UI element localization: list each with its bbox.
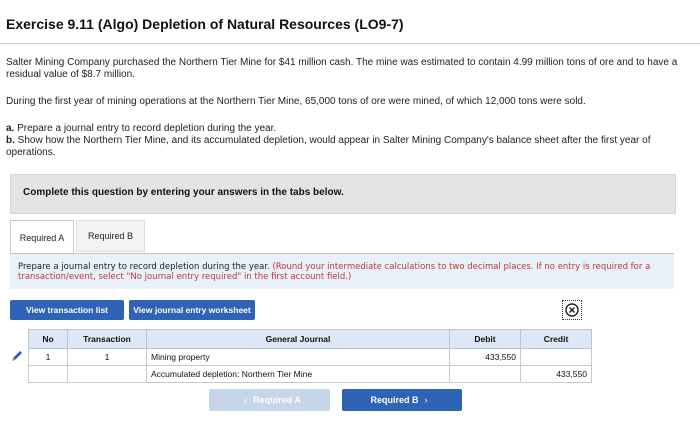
- next-button-label: Required B: [370, 395, 419, 405]
- task-list: [6, 123, 686, 159]
- page-title: Exercise 9.11 (Algo) Depletion of Natural Resources (LO9-7): [6, 16, 404, 32]
- tab-required-b[interactable]: Required B: [76, 220, 145, 252]
- row-account: Mining property: [147, 349, 450, 366]
- row-account: Accumulated depletion: Northern Tier Mine: [147, 366, 450, 383]
- header-general-journal: General Journal: [147, 330, 450, 349]
- journal-header-row: [29, 330, 592, 349]
- row-debit: 433,550: [450, 349, 521, 366]
- operations-text: During the first year of mining operations at the Northern Tier Mine, 65,000 tons of ore were mined, of which 12,000 tons were sold.: [6, 96, 586, 107]
- task-b: b. Show how the Northern Tier Mine, and its accumulated depletion, would appear in Salter Mining Company's balance sheet after the first year of operations.: [6, 135, 651, 158]
- row-credit: 433,550: [521, 366, 592, 383]
- header-no: No: [29, 330, 68, 349]
- instruction-note: (Round your intermediate calculations to two decimal places. If no entry is required for a transaction/event, select "No journal entry required" in the first account field.): [18, 262, 651, 282]
- row-credit: [521, 349, 592, 366]
- chevron-left-icon: ‹: [244, 395, 248, 405]
- title-divider: [0, 43, 700, 44]
- instruction-main: Prepare a journal entry to record depletion during the year.: [18, 262, 270, 272]
- task-a: a. Prepare a journal entry to record depletion during the year.: [6, 123, 277, 134]
- table-row[interactable]: [29, 349, 592, 366]
- row-transaction: [68, 366, 147, 383]
- prev-required-a-button[interactable]: [209, 389, 330, 411]
- instructions-banner: [10, 174, 676, 214]
- header-credit: Credit: [521, 330, 592, 349]
- instructions-text: Complete this question by entering your answers in the tabs below.: [23, 187, 344, 198]
- tab-required-a[interactable]: Required A: [10, 220, 74, 254]
- question-instruction: [10, 253, 674, 289]
- row-no: [29, 366, 68, 383]
- close-circle-icon: [565, 303, 579, 317]
- header-transaction: Transaction: [68, 330, 147, 349]
- header-debit: Debit: [450, 330, 521, 349]
- row-debit: [450, 366, 521, 383]
- view-transaction-list-button[interactable]: View transaction list: [10, 300, 124, 320]
- row-transaction: 1: [68, 349, 147, 366]
- pencil-icon[interactable]: [10, 349, 24, 363]
- clear-entries-button[interactable]: [562, 300, 582, 320]
- view-journal-worksheet-button[interactable]: View journal entry worksheet: [129, 300, 255, 320]
- prev-button-label: Required A: [253, 395, 301, 405]
- problem-text: Salter Mining Company purchased the Northern Tier Mine for $41 million cash. The mine was estimated to contain 4.99 million tons of ore and to have a residual value of $8.7 million.: [6, 57, 678, 80]
- next-required-b-button[interactable]: [342, 389, 462, 411]
- table-row[interactable]: [29, 366, 592, 383]
- row-no: 1: [29, 349, 68, 366]
- journal-table: [28, 329, 592, 383]
- chevron-right-icon: ›: [424, 395, 428, 405]
